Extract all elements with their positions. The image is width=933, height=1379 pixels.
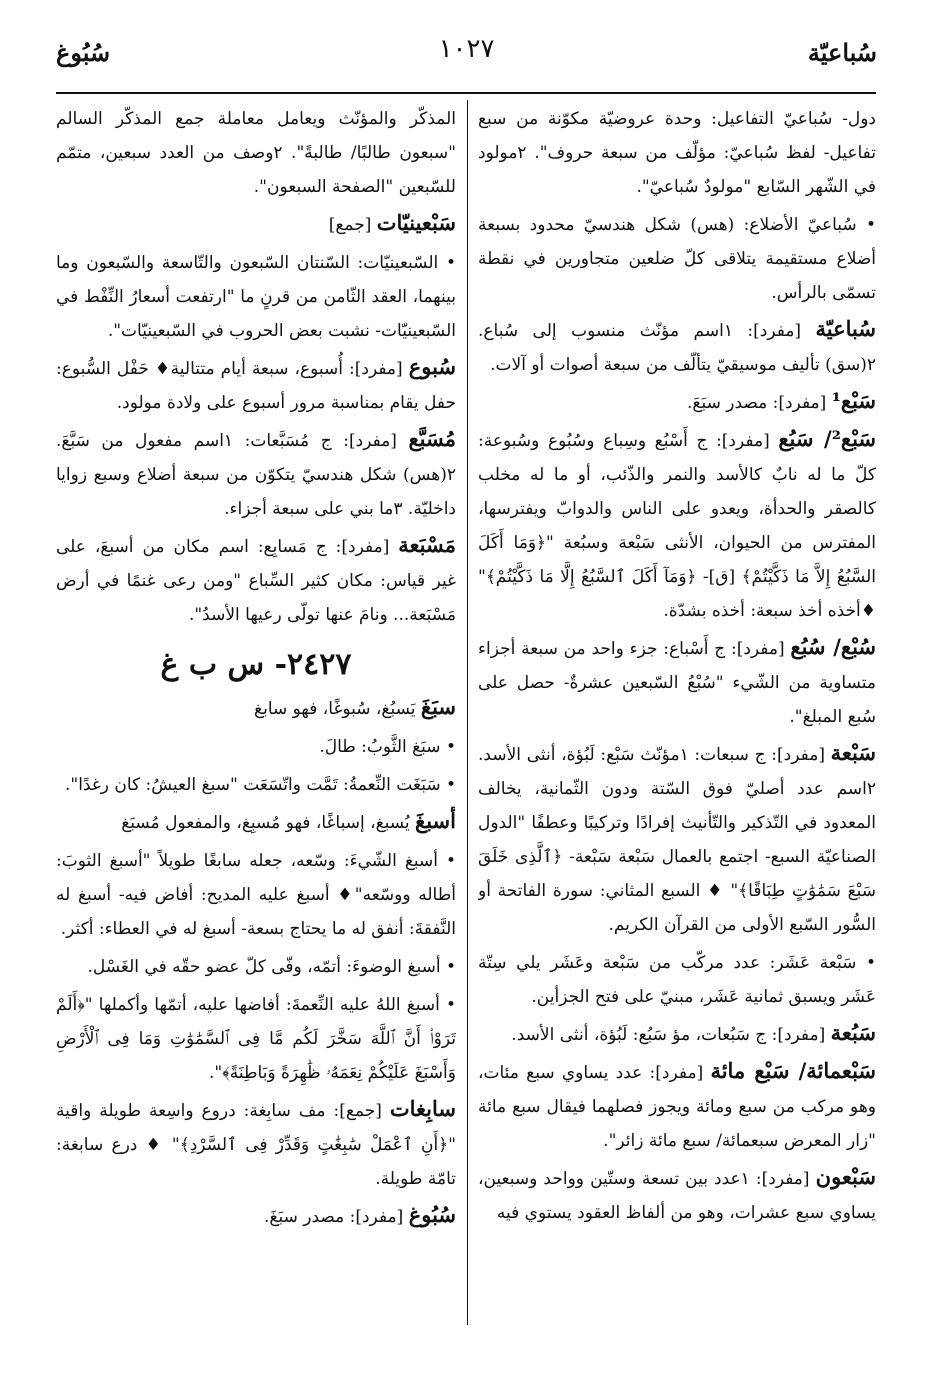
entry xyxy=(478,206,876,310)
entry xyxy=(478,736,876,942)
entry-text: • السّبعينيّات: السّنتان السّبعون والتّاسعة والسّبعون وما بينهما، العقد الثّامن من قرنٍ ما "ارتفعت أسعارُ النِّفْط في السّبعينيّات- نشبت بعض الحروب في السّبعينيّات". xyxy=(56,253,456,341)
entry-text: [مفرد]: ١اسم مؤنّث منسوب إلى سُباع. ٢(سق) تأليف موسيقيّ يتألّف من سبعة أصوات أو آلات. xyxy=(478,321,876,375)
entry xyxy=(478,944,876,1014)
headword: مُسَبَّع xyxy=(408,426,456,451)
entry xyxy=(478,630,876,734)
entry xyxy=(56,350,456,420)
running-head xyxy=(56,30,877,80)
entry xyxy=(478,422,876,628)
entry xyxy=(56,728,456,764)
entry-text: المذكّر والمؤنّث ويعامل معاملة جمع المذكّر السالم "سبعون طالبًا/ طالبةً". ٢وصف من العدد سبعين، متمّم للسّبعين "الصفحة السبعون". xyxy=(56,109,456,197)
entry-text: يُسبغ، إسباغًا، فهو مُسبِغ، والمفعول مُسبَغ xyxy=(121,813,416,833)
entry-text: [مفرد]: ج مَسابِع: اسم مكان من أسبعَ، على غير قياس: مكان كثير السِّباع "ومن رعى غنمًا في أرض مَسْبَعة... ونامَ عنها تولّى رعيها الأسدُ". xyxy=(56,537,456,625)
entry-text: • أسبغ اللهُ عليه النِّعمةَ: أفاضها عليه، أتمّها وأكملها "﴿أَلَمْ تَرَوْا۟ أَنَّ ٱللَّهَ سَخَّرَ لَكُم مَّا فِى ٱلسَّمَٰوَٰتِ وَمَا فِى ٱلْأَرْضِ وَأَسْبَغَ عَلَيْكُمْ نِعَمَهُۥ ظَٰهِرَةً وَبَاطِنَةً﴾". xyxy=(56,995,456,1083)
headword: سبَغَ xyxy=(420,694,456,719)
entry xyxy=(56,804,456,840)
entry xyxy=(56,528,456,632)
entry-text: [مفرد]: ج سبعات: ١مؤنّث سَبْع: لَبُؤة، أنثى الأسد. ٢اسم عدد أصليّ فوق السّتة ودون الثّمانية، يخالف المعدود في التّذكير والتّأنيث إفرادًا وتركيبًا وعطفًا "الدول الصناعيّة السبع- اجتمع بالعمال سَبْعة سَبْعة- ﴿ٱلَّذِى خَلَقَ سَبْعَ سَمَٰوَٰتٍ طِبَاقًا﴾" ♦ السبع المثاني: سورة الفاتحة أو السُّور السّبع الأولى من القرآن الكريم. xyxy=(478,745,876,935)
page-number: ١٠٢٧ xyxy=(438,34,495,64)
running-head-last-word: سُبُوغ xyxy=(56,38,111,67)
header-divider xyxy=(56,92,876,94)
entry xyxy=(56,948,456,984)
running-head-first-word: سُباعيّة xyxy=(807,38,877,67)
entry-text: • أسبغ الوضوءَ: أتمّه، وفّى كلّ عضو حقّه في الغَسْل. xyxy=(87,957,456,977)
entry-text: • سبَغ الثَّوبُ: طالَ. xyxy=(319,737,456,757)
column-divider xyxy=(467,100,468,1325)
headword: سُباعيّة xyxy=(815,316,876,341)
headword: مَسْبَعة xyxy=(398,532,456,557)
root-heading: ٢٤٢٧- س ب غ xyxy=(160,647,352,682)
entry xyxy=(56,422,456,526)
entry xyxy=(478,100,876,204)
entry xyxy=(478,384,876,420)
entry xyxy=(56,842,456,946)
headword: سَبْع¹ xyxy=(831,388,876,413)
entry-text: [مفرد]: مصدر سبَعَ. xyxy=(687,393,832,413)
entry-text: [مفرد]: ١عدد بين تسعة وستّين وواحد وسبعين، يساوي سبع عشرات، وهو من ألفاظ العقود يستوي فيه xyxy=(478,1169,876,1223)
entry xyxy=(478,312,876,382)
entry-text: [مفرد]: عدد يساوي سبع مئات، وهو مركب من سبع ومائة ويجوز فصلهما فيقال سبع مائة "زار المعرض سبعمائة/ سبع مائة زائر". xyxy=(478,1063,876,1151)
headword: سَبْعون xyxy=(815,1164,876,1189)
entry-text: • سُباعيّ الأضلاع: (هس) شكل هندسيّ محدود بسبعة أضلاع مستقيمة يتلاقى كلّ ضلعين متجاورين في نقطة تسمّى بالرأس. xyxy=(478,215,876,303)
entry xyxy=(56,986,456,1090)
entry-text: [مفرد]: ج سَبُعات، مؤ سَبُع: لَبُؤة، أنثى الأسد. xyxy=(511,1025,831,1045)
entry xyxy=(478,1054,876,1158)
entry-text: [جمع]: مف سابِغة: دروع واسِعة طويلة واقية "﴿أَنِ ٱعْمَلْ سَٰبِغَٰتٍ وَقَدِّرْ فِى ٱلسَّرْدِ﴾" ♦ درع سابغة: تامّة طويلة. xyxy=(56,1101,456,1189)
entry xyxy=(56,1092,456,1196)
headword: سَبُعة xyxy=(830,1020,876,1045)
entry-text: [مفرد]: ج أَسْبُع وسِباع وسُبُوع وسُبوعة: كلّ ما له نابٌ كالأسد والنمر والذّئب، أو ما له مخلب كالصقر والحدأة، ويعدو على الناس والدوابّ ويفترسها، المفترس من الحيوان، الأنثى سَبْعة وسبُعة "﴿وَمَا أَكَلَ السَّبُعُ إِلاَّ مَا ذَكَّيْتُمْ﴾ [ق]- ﴿وَمَآ أَكَلَ ٱلسَّبُعُ إِلَّا مَا ذَكَّيْتُمْ﴾" ♦أخذه أخذ سبعة: أخذه بشدّة. xyxy=(478,431,876,621)
entry-text: [مفرد]: مصدر سبَغَ. xyxy=(264,1207,409,1227)
entry xyxy=(56,1198,456,1234)
entry-text: [مفرد]: ج مُسَبَّعات: ١اسم مفعول من سَبَّعَ. ٢(هس) شكل هندسيّ يتكوّن من سبعة أضلاع وسبع زوايا داخليّة. ٣ما بني على سبعة أجزاء. xyxy=(56,431,456,519)
headword: سَبْعة xyxy=(830,740,876,765)
entry xyxy=(56,244,456,348)
entry-text: • سَبَغَت النِّعمةُ: تَمَّت واتّسَعَت "سبغ العيشُ: كان رغدًا". xyxy=(64,775,456,795)
headword: سابِغات xyxy=(389,1096,456,1121)
entry-text: • سَبْعة عَشَر: عدد مركّب من سَبْعة وعَشَر يلي سِتّة عَشَر ويسبق ثمانية عَشَر، مبنيّ على فتح الجزأين. xyxy=(478,953,876,1007)
headword: سُبْع/ سُبُع xyxy=(790,634,876,659)
entry-text: [مفرد]: ج أَسْباع: جزء واحد من سبعة أجزاء متساوية من الشّيء "سُبْعُ السّبعين عشرةٌ- حصل على سُبع المبلغ". xyxy=(478,639,876,727)
entry xyxy=(478,1016,876,1052)
headword: سَبْع²/ سَبُع xyxy=(778,426,876,451)
entry xyxy=(56,766,456,802)
entry xyxy=(478,1160,876,1230)
headword: سُبُوغ xyxy=(408,1202,456,1227)
entry-text: [جمع] xyxy=(328,215,377,235)
entry-text: [مفرد]: أُسبوع، سبعة أيام متتالية♦ حَفْل السُّبوع: حفل يقام بمناسبة مرور أسبوع على ولادة مولود. xyxy=(56,359,456,413)
entry-text: • أسبغ الشّيءَ: وسّعه، جعله سابغًا طويلاً "أسبغ الثوبَ: أطاله ووسّعه"♦ أسبغ عليه المديح: أفاض فيه- أسبغ له النَّفقةَ: أنفق له ما يحتاج بسعة- أسبغ له في العطاء: أكثر. xyxy=(56,851,456,939)
left-column xyxy=(56,100,456,1340)
entry xyxy=(56,690,456,726)
right-column xyxy=(478,100,876,1340)
entry xyxy=(56,100,456,204)
entry-text: دول- سُباعيّ التفاعيل: وحدة عروضيّة مكوّنة من سبع تفاعيل- لفظ سُباعيّ: مؤلّف من سبعة حروف". ٢مولود في الشّهر السّابع "مولودٌ سُباعيّ". xyxy=(478,109,876,197)
headword: أسبغَ xyxy=(415,808,456,833)
headword: سَبْعينيّات xyxy=(376,210,456,235)
entry-text: يَسبُغ، سُبوغًا، فهو سابغ xyxy=(254,699,421,719)
headword: سَبْعمائة/ سَبْع مائة xyxy=(710,1058,876,1083)
entry xyxy=(56,206,456,242)
headword: سُبوع xyxy=(408,354,456,379)
